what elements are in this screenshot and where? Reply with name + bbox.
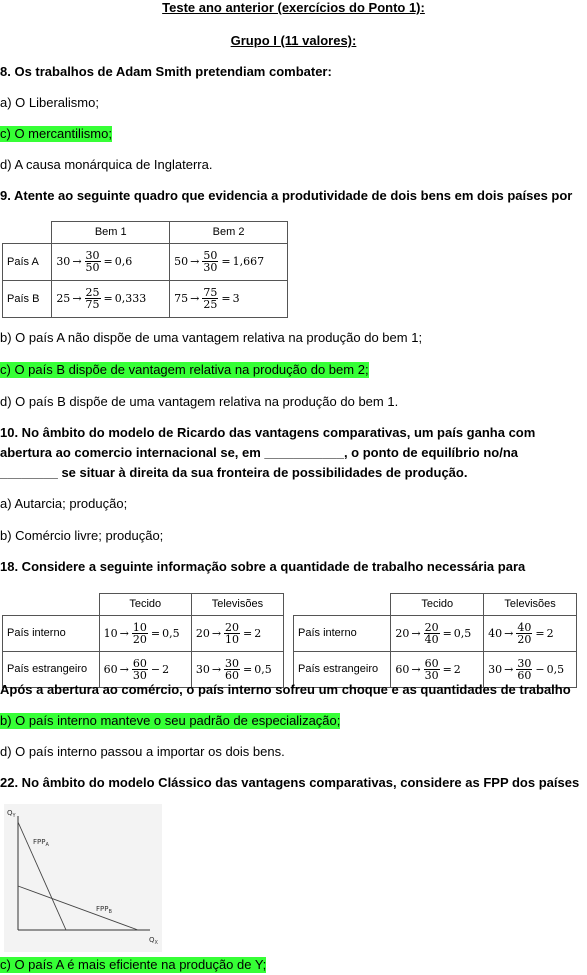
q8-option-c-highlighted: c) O mercantilismo; xyxy=(0,126,112,141)
q8-option-a: a) O Liberalismo; xyxy=(0,95,99,110)
question-18: 18. Considere a seguinte informação sobre a quantidade de trabalho necessária para xyxy=(0,559,526,574)
q10-option-b: b) Comércio livre; produção; xyxy=(0,528,164,543)
question-10-line3: ________ se situar à direita da sua fronteira de possibilidades de produção. xyxy=(0,465,468,480)
q22-option-c-highlighted: c) O país A é mais eficiente na produção de Y; xyxy=(0,957,267,972)
q18-option-b-highlighted: b) O país interno manteve o seu padrão de especialização; xyxy=(0,713,341,728)
page-title: Teste ano anterior (exercícios do Ponto 1): xyxy=(162,0,425,15)
table-cell: 25 → $\frac{25}{75}$ = 0,333 xyxy=(52,280,170,317)
q18-after-text: Após a abertura ao comércio, o país interno sofreu um choque e as quantidades de trabalho xyxy=(0,682,571,697)
x-axis-label: $Q_X$ xyxy=(149,936,158,946)
table-cell: 20 → $\frac{20}{10}$ = 2 xyxy=(191,615,283,651)
table-corner xyxy=(3,594,100,616)
question-22: 22. No âmbito do modelo Clássico das vantagens comparativas, considere as FPP dos países xyxy=(0,775,580,790)
table-row-label: País A xyxy=(3,243,52,280)
q9-option-c-highlighted: c) O país B dispõe de vantagem relativa na produção do bem 2; xyxy=(0,362,369,377)
fpp-diagram xyxy=(4,804,162,952)
table-cell: 30 → $\frac{30}{60}$ = 0,5 xyxy=(191,651,283,687)
table-header-bem2: Bem 2 xyxy=(170,222,288,244)
q10-option-a: a) Autarcia; produção; xyxy=(0,496,128,511)
table-cell: 60 → $\frac{60}{30}$ = 2 xyxy=(391,651,484,687)
table-header-bem1: Bem 1 xyxy=(52,222,170,244)
table-header-televisoes: Televisões xyxy=(191,594,283,616)
table-row-label: País interno xyxy=(3,615,100,651)
table-row-label: País estrangeiro xyxy=(3,651,100,687)
labour-table-left xyxy=(2,593,284,688)
fpp-b-label: $FPP_B$ xyxy=(96,905,112,915)
table-corner xyxy=(294,594,391,616)
table-cell: 10 → $\frac{10}{20}$ = 0,5 xyxy=(99,615,191,651)
q9-option-d: d) O país B dispõe de uma vantagem relativa na produção do bem 1. xyxy=(0,394,399,409)
question-8: 8. Os trabalhos de Adam Smith pretendiam combater: xyxy=(0,64,332,79)
table-cell: 30 → $\frac{30}{50}$ = 0,6 xyxy=(52,243,170,280)
productivity-table xyxy=(2,221,288,318)
question-9: 9. Atente ao seguinte quadro que evidencia a produtividade de dois bens em dois países por xyxy=(0,188,573,203)
table-cell: 30 → $\frac{30}{60}$ − 0,5 xyxy=(484,651,577,687)
table-row-label: País interno xyxy=(294,615,391,651)
fpp-a-label: $FPP_A$ xyxy=(33,838,49,848)
table-cell: 40 → $\frac{40}{20}$ = 2 xyxy=(484,615,577,651)
table-cell: 75 → $\frac{75}{25}$ = 3 xyxy=(170,280,288,317)
table-cell: 20 → $\frac{20}{40}$ = 0,5 xyxy=(391,615,484,651)
table-corner xyxy=(3,222,52,244)
table-header-tecido: Tecido xyxy=(391,594,484,616)
q8-option-d: d) A causa monárquica de Inglaterra. xyxy=(0,157,213,172)
question-10-line2: abertura ao comercio internacional se, em ___________, o ponto de equilíbrio no/na xyxy=(0,445,519,460)
q9-option-b: b) O país A não dispõe de uma vantagem relativa na produção do bem 1; xyxy=(0,330,423,345)
group-heading: Grupo I (11 valores): xyxy=(230,33,357,48)
y-axis-label: $Q_Y$ xyxy=(7,809,16,819)
table-cell: 50 → $\frac{50}{30}$ = 1,667 xyxy=(170,243,288,280)
table-header-televisoes: Televisões xyxy=(484,594,577,616)
labour-table-right xyxy=(293,593,577,688)
table-row-label: País estrangeiro xyxy=(294,651,391,687)
table-cell: 60 → $\frac{60}{30}$ − 2 xyxy=(99,651,191,687)
table-header-tecido: Tecido xyxy=(99,594,191,616)
q18-option-d: d) O país interno passou a importar os dois bens. xyxy=(0,744,285,759)
table-row-label: País B xyxy=(3,280,52,317)
question-10-line1: 10. No âmbito do modelo de Ricardo das vantagens comparativas, um país ganha com xyxy=(0,425,536,440)
